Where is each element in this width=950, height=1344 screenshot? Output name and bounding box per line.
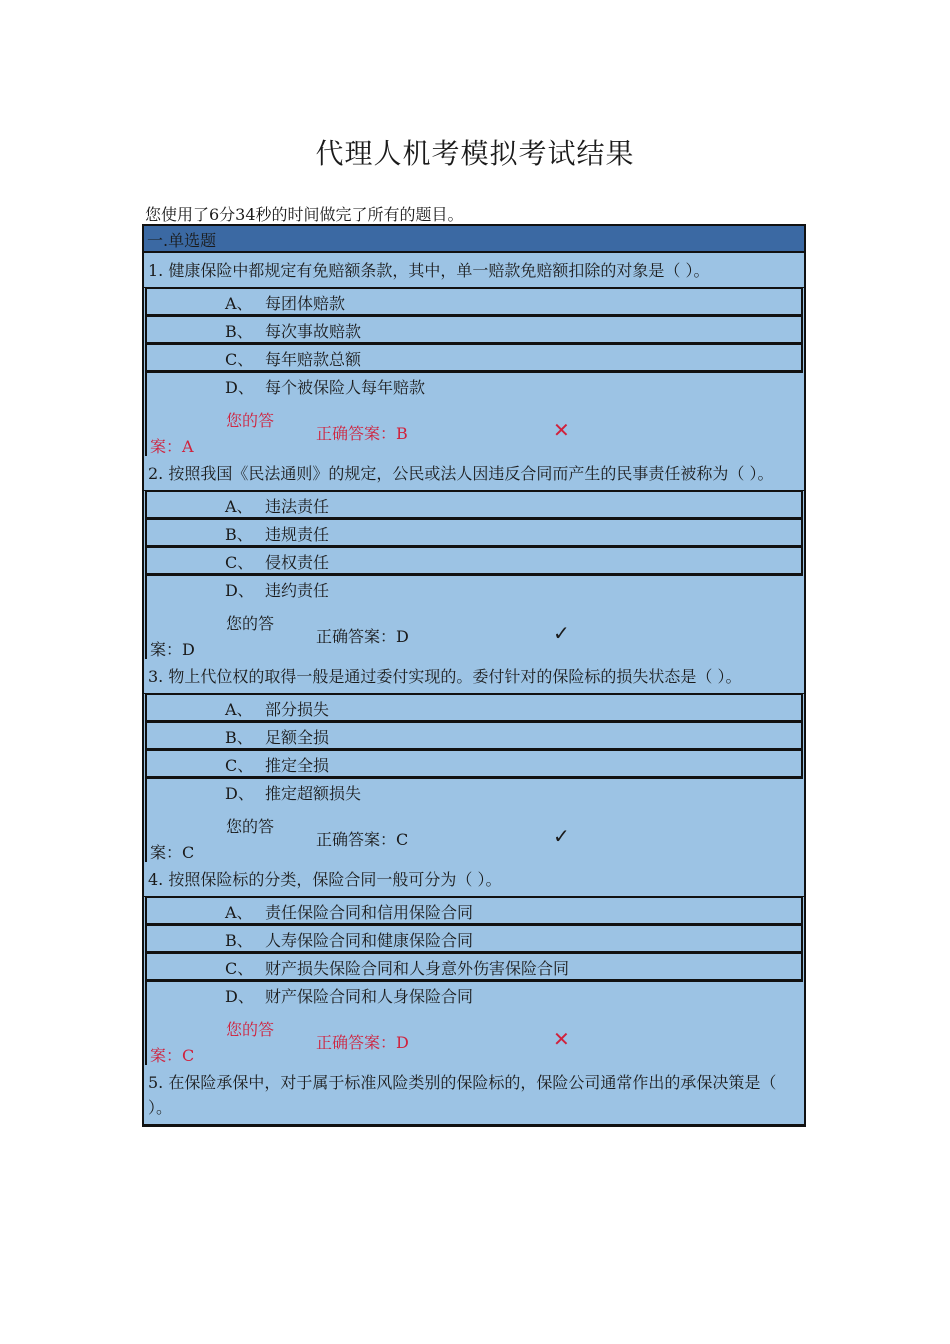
correct-answer xyxy=(316,421,408,444)
your-answer xyxy=(150,637,195,660)
option-letter: B、 xyxy=(225,322,253,341)
question-text: 2. 按照我国《民法通则》的规定，公民或法人因违反合同而产生的民事责任被称为（ ）。 xyxy=(144,456,804,491)
section-heading: 一.单选题 xyxy=(144,226,804,253)
option-text: 推定全损 xyxy=(265,756,330,775)
question-block xyxy=(144,659,804,862)
question-text: 1. 健康保险中都规定有免赔额条款，其中，单一赔款免赔额扣除的对象是（ ）。 xyxy=(144,253,804,288)
option-row xyxy=(145,953,803,981)
option-letter: C、 xyxy=(225,350,254,369)
your-answer-label: 您的答 xyxy=(226,411,275,430)
option-letter: A、 xyxy=(225,294,253,313)
option-text: 违约责任 xyxy=(265,581,330,600)
question-text: 3. 物上代位权的取得一般是通过委付实现的。委付针对的保险标的损失状态是（ ）。 xyxy=(144,659,804,694)
time-summary: 您使用了6分34秒的时间做完了所有的题目。 xyxy=(145,205,464,224)
option-row xyxy=(145,519,803,547)
your-answer-value: C xyxy=(182,843,195,862)
option-row xyxy=(145,694,803,722)
option-text: 每团体赔款 xyxy=(265,294,346,313)
option-letter: D、 xyxy=(225,581,254,600)
option-letter: C、 xyxy=(225,553,254,572)
correct-answer-prefix: 正确答案： xyxy=(316,830,397,849)
option-row xyxy=(145,491,803,519)
correct-answer-value: D xyxy=(396,627,409,646)
correct-answer-prefix: 正确答案： xyxy=(316,424,397,443)
question-text: 5. 在保险承保中，对于属于标准风险类别的保险标的，保险公司通常作出的承保决策是（ ）。 xyxy=(144,1065,804,1125)
correct-answer xyxy=(316,624,409,647)
option-letter: C、 xyxy=(225,959,254,978)
option-row xyxy=(145,897,803,925)
option-text: 每次事故赔款 xyxy=(265,322,362,341)
option-letter: A、 xyxy=(225,497,253,516)
option-letter: B、 xyxy=(225,931,253,950)
quiz-result-table xyxy=(142,224,806,1127)
question-block xyxy=(144,456,804,659)
your-answer-prefix: 案： xyxy=(150,437,183,456)
option-text: 违规责任 xyxy=(265,525,330,544)
option-row xyxy=(145,316,803,344)
option-text: 每年赔款总额 xyxy=(265,350,362,369)
your-answer-value: A xyxy=(182,437,194,456)
option-row xyxy=(145,722,803,750)
your-answer xyxy=(150,434,194,457)
option-text: 财产损失保险合同和人身意外伤害保险合同 xyxy=(265,959,570,978)
your-answer-prefix: 案： xyxy=(150,640,183,659)
option-text: 部分损失 xyxy=(265,700,330,719)
option-row xyxy=(145,575,803,607)
option-row xyxy=(145,925,803,953)
option-text: 人寿保险合同和健康保险合同 xyxy=(265,931,474,950)
question-text: 4. 按照保险标的分类，保险合同一般可分为（ ）。 xyxy=(144,862,804,897)
option-text: 每个被保险人每年赔款 xyxy=(265,378,426,397)
option-text: 财产保险合同和人身保险合同 xyxy=(265,987,474,1006)
option-row xyxy=(145,344,803,372)
option-letter: D、 xyxy=(225,987,254,1006)
option-row xyxy=(145,750,803,778)
correct-mark-icon: ✓ xyxy=(553,824,570,848)
option-letter: C、 xyxy=(225,756,254,775)
correct-answer-value: D xyxy=(396,1033,409,1052)
answer-row xyxy=(145,810,804,862)
option-text: 足额全损 xyxy=(265,728,330,747)
option-letter: D、 xyxy=(225,378,254,397)
correct-answer-value: B xyxy=(396,424,408,443)
option-row xyxy=(145,372,803,404)
correct-answer xyxy=(316,1030,409,1053)
correct-answer xyxy=(316,827,408,850)
option-letter: A、 xyxy=(225,903,253,922)
answer-row xyxy=(145,607,804,659)
correct-answer-value: C xyxy=(396,830,409,849)
option-letter: D、 xyxy=(225,784,254,803)
option-row xyxy=(145,547,803,575)
option-letter: B、 xyxy=(225,728,253,747)
option-text: 违法责任 xyxy=(265,497,330,516)
question-block xyxy=(144,862,804,1065)
option-row xyxy=(145,778,803,810)
correct-answer-prefix: 正确答案： xyxy=(316,1033,397,1052)
option-row xyxy=(145,981,803,1013)
option-letter: A、 xyxy=(225,700,253,719)
your-answer-prefix: 案： xyxy=(150,1046,183,1065)
answer-row xyxy=(145,404,804,456)
correct-mark-icon: ✓ xyxy=(553,621,570,645)
your-answer-label: 您的答 xyxy=(226,817,275,836)
answer-row xyxy=(145,1013,804,1065)
option-text: 责任保险合同和信用保险合同 xyxy=(265,903,474,922)
your-answer-label: 您的答 xyxy=(226,1020,275,1039)
option-text: 侵权责任 xyxy=(265,553,330,572)
your-answer xyxy=(150,1043,194,1066)
question-block xyxy=(144,253,804,456)
option-text: 推定超额损失 xyxy=(265,784,362,803)
your-answer-label: 您的答 xyxy=(226,614,275,633)
page-title: 代理人机考模拟考试结果 xyxy=(315,137,635,170)
question-block xyxy=(144,1065,804,1125)
your-answer-value: C xyxy=(182,1046,195,1065)
question-list xyxy=(144,253,804,1125)
correct-answer-prefix: 正确答案： xyxy=(316,627,397,646)
option-row xyxy=(145,288,803,316)
wrong-mark-icon: ✕ xyxy=(553,1027,570,1051)
option-letter: B、 xyxy=(225,525,253,544)
your-answer xyxy=(150,840,194,863)
your-answer-value: D xyxy=(182,640,195,659)
your-answer-prefix: 案： xyxy=(150,843,183,862)
wrong-mark-icon: ✕ xyxy=(553,418,570,442)
